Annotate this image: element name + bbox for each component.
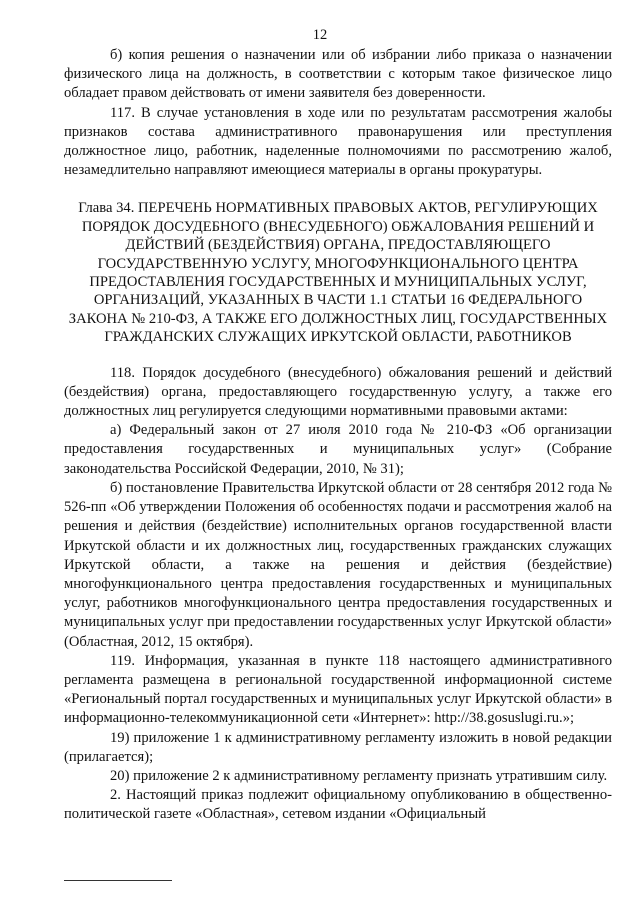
paragraph-119: 119. Информация, указанная в пункте 118 настоящего административного регламента размещена в региональной государственной информационной системе «Региональный портал государственных и муниципальных услуг Иркутской области» в информационно-телекоммуникационной сети «Интернет»: http://38.gosuslugi.ru.»; bbox=[64, 652, 612, 727]
paragraph-2-publication: 2. Настоящий приказ подлежит официальному опубликованию в общественно-политической газете «Областная», сетевом издании «Официальный bbox=[64, 787, 612, 823]
paragraph-117: 117. В случае установления в ходе или по результатам рассмотрения жалобы признаков состава административного правонарушения или преступления должностное лицо, работник, наделенные полномочиями по рассмотрению жалоб, незамедлительно направляют имеющиеся материалы в органы прокуратуры. bbox=[64, 104, 612, 179]
page-number: 12 bbox=[312, 27, 328, 43]
footnote-divider bbox=[64, 880, 172, 881]
paragraph-item-19: 19) приложение 1 к административному регламенту изложить в новой редакции (прилагается); bbox=[64, 729, 612, 765]
paragraph-118: 118. Порядок досудебного (внесудебного) обжалования решений и действий (бездействия) органа, предоставляющего государственную услугу, а также его должностных лиц регулируется следующими нормативными правовыми актами: bbox=[64, 364, 612, 420]
paragraph-item-20: 20) приложение 2 к административному регламенту признать утратившим силу. bbox=[110, 767, 608, 784]
chapter-heading: Глава 34. ПЕРЕЧЕНЬ НОРМАТИВНЫХ ПРАВОВЫХ АКТОВ, РЕГУЛИРУЮЩИХ ПОРЯДОК ДОСУДЕБНОГО (ВНЕСУДЕБНОГО) ОБЖАЛОВАНИЯ РЕШЕНИЙ И ДЕЙСТВИЙ (БЕЗДЕЙСТВИЯ) ОРГАНА, ПРЕДОСТАВЛЯЮЩЕГО ГОСУДАРСТВЕННУЮ УСЛУГУ, МНОГОФУНКЦИОНАЛЬНОГО ЦЕНТРА ПРЕДОСТАВЛЕНИЯ ГОСУДАРСТВЕННЫХ И МУНИЦИПАЛЬНЫХ УСЛУГ, ОРГАНИЗАЦИЙ, УКАЗАННЫХ В ЧАСТИ 1.1 СТАТЬИ 16 ФЕДЕРАЛЬНОГО ЗАКОНА № 210-ФЗ, А ТАКЖЕ ЕГО ДОЛЖНОСТНЫХ ЛИЦ, ГОСУДАРСТВЕННЫХ ГРАЖДАНСКИХ СЛУЖАЩИХ ИРКУТСКОЙ ОБЛАСТИ, РАБОТНИКОВ bbox=[68, 200, 608, 346]
paragraph-118-b: б) постановление Правительства Иркутской области от 28 сентября 2012 года № 526-пп «Об утверждении Положения об особенностях подачи и рассмотрения жалоб на решения и действия (бездействие) исполнительных органов государственной власти Иркутской области и их должностных лиц, государственных гражданских служащих Иркутской области, а также на решения и действия (бездействие) многофункционального центра предоставления государственных и муниципальных услуг, работников многофункционального центра предоставления государственных и муниципальных услуг при предоставлении государственных услуг Иркутской области» (Областная, 2012, 15 октября). bbox=[64, 479, 612, 650]
document-body bbox=[64, 46, 612, 825]
paragraph-b-copy-decision: б) копия решения о назначении или об избрании либо приказа о назначении физического лица на должность, в соответствии с которым такое физическое лицо обладает правом действовать от имени заявителя без доверенности. bbox=[64, 47, 612, 102]
paragraph-118-a: а) Федеральный закон от 27 июля 2010 года № 210-ФЗ «Об организации предоставления государственных и муниципальных услуг» (Собрание законодательства Российской Федерации, 2010, № 31); bbox=[64, 422, 612, 477]
